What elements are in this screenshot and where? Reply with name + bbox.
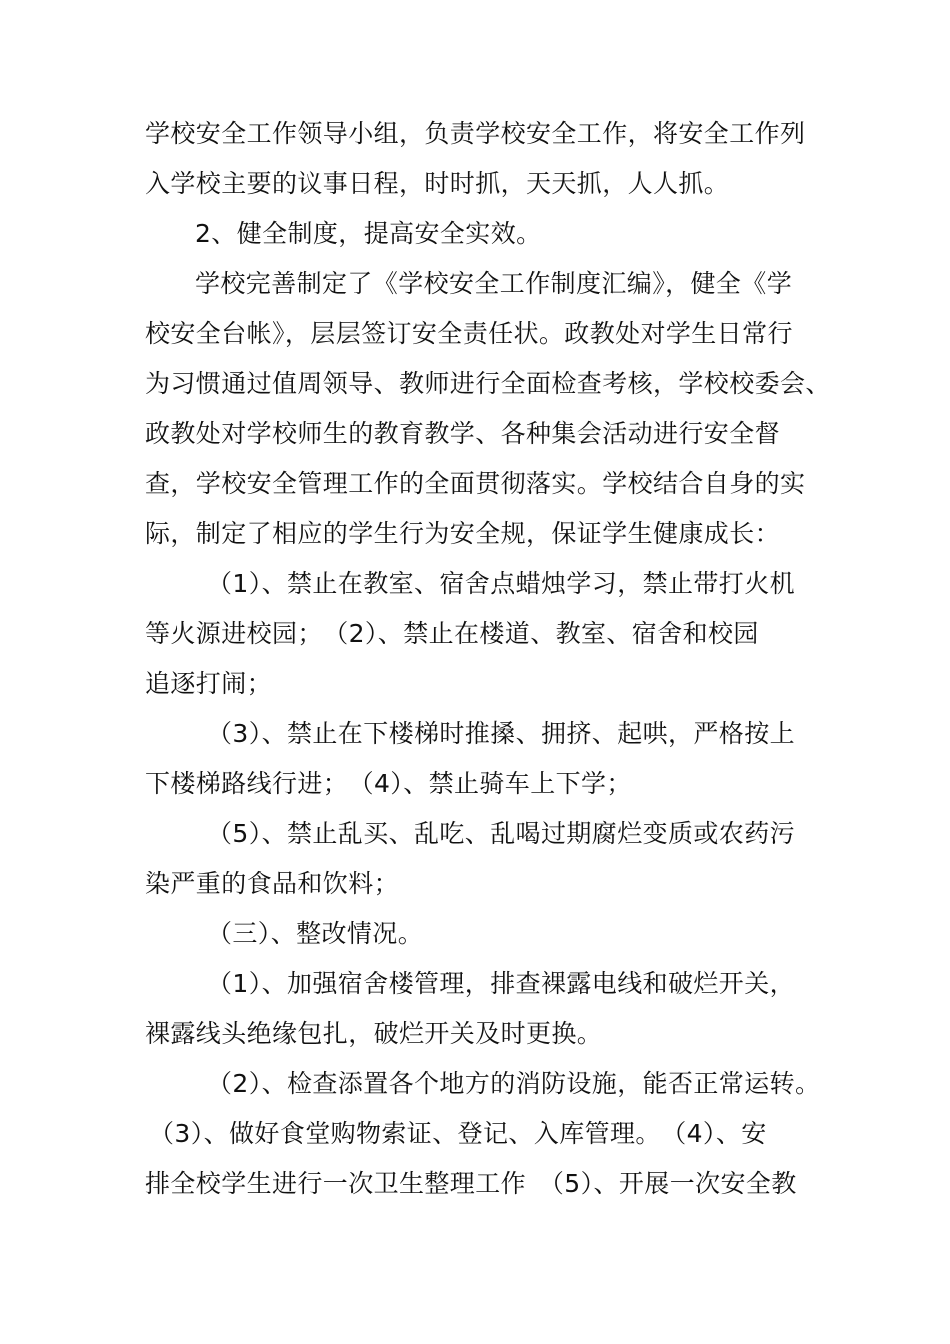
text-line: 查，学校安全管理工作的全面贯彻落实。学校结合自身的实	[145, 469, 806, 498]
text-line: 学校安全工作领导小组，负责学校安全工作，将安全工作列	[145, 119, 806, 148]
text-line: 裸露线头绝缘包扎，破烂开关及时更换。	[145, 1019, 603, 1048]
list-item: （5）、禁止乱买、乱吃、乱喝过期腐烂变质或农药污	[207, 819, 796, 848]
list-item: （3）、做好食堂购物索证、登记、入库管理。 （4）、安	[149, 1119, 767, 1148]
text-line: 下楼梯路线行进； （4）、禁止骑车上下学；	[145, 769, 632, 798]
list-item: （2）、检查添置各个地方的消防设施，能否正常运转。	[207, 1069, 821, 1098]
list-item: （1）、禁止在教室、宿舍点蜡烛学习，禁止带打火机	[207, 569, 796, 598]
text-line: 校安全台帐》，层层签订安全责任状。政教处对学生日常行	[145, 319, 793, 348]
list-item: （3）、禁止在下楼梯时推搡、拥挤、起哄，严格按上	[207, 719, 796, 748]
text-line: 政教处对学校师生的教育教学、各种集会活动进行安全督	[145, 419, 781, 448]
text-line: 为习惯通过值周领导、教师进行全面检查考核，学校校委会、	[145, 369, 831, 398]
list-item: （1）、加强宿舍楼管理，排查裸露电线和破烂开关，	[207, 969, 796, 998]
text-line: 染严重的食品和饮料；	[145, 869, 400, 898]
section-heading: （三）、整改情况。	[207, 919, 424, 948]
text-line: 排全校学生进行一次卫生整理工作 （5）、开展一次安全教	[145, 1169, 797, 1198]
text-line: 追逐打闹；	[145, 669, 273, 698]
text-line: 入学校主要的议事日程，时时抓，天天抓，人人抓。	[145, 169, 730, 198]
text-line: 学校完善制定了《学校安全工作制度汇编》，健全《学	[195, 269, 793, 298]
section-heading: 2、健全制度，提高安全实效。	[195, 219, 542, 248]
text-line: 等火源进校园； （2）、禁止在楼道、教室、宿舍和校园	[145, 619, 759, 648]
text-line: 际，制定了相应的学生行为安全规，保证学生健康成长：	[145, 519, 781, 548]
